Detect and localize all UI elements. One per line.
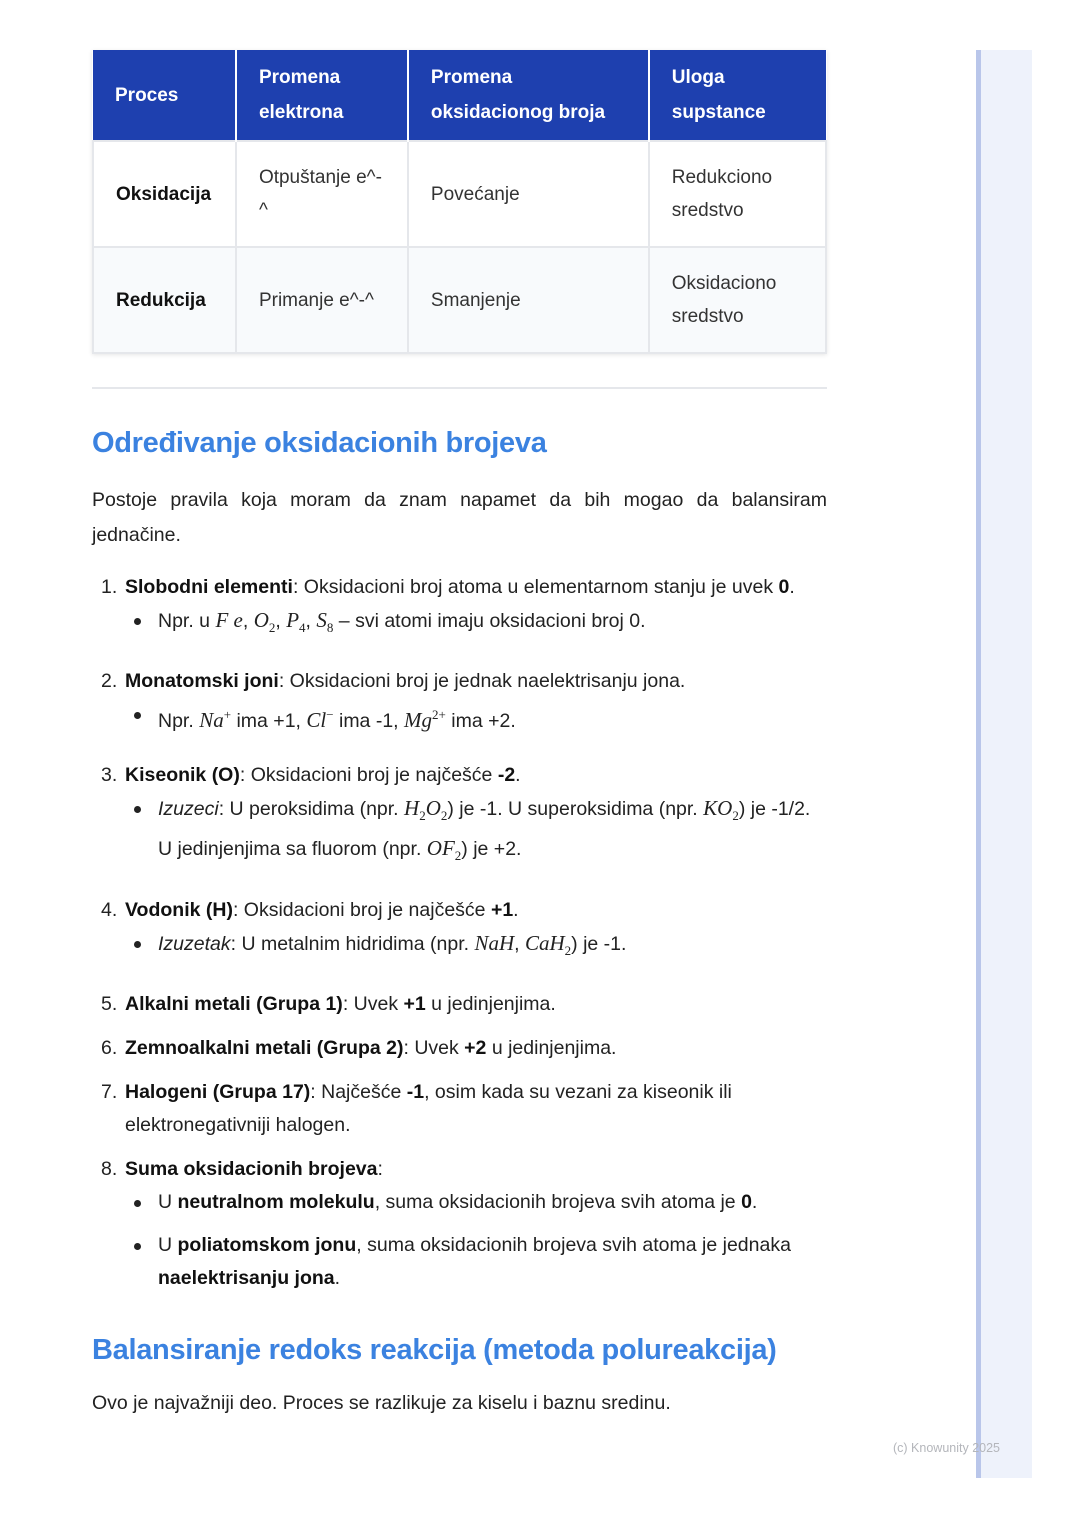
- rules-list: [92, 571, 827, 1295]
- formula-fe: F e: [215, 608, 243, 632]
- rule-item-1: 1. Slobodni elementi: Oksidacioni broj atoma u elementarnom stanju je uvek 0. Npr. u F e, $O_2$, $P_4$, $S_8$ – svi atomi imaju oksidacioni broj 0.: [92, 571, 827, 644]
- rule-subpoint: U poliatomskom jonu, suma oksidacionih brojeva svih atoma je jednaka naelektrisanju jona.: [125, 1229, 827, 1295]
- formula-nah: NaH: [474, 930, 515, 955]
- rule-item-4: 4. Vodonik (H): Oksidacioni broj je najčešće +1. Izuzetak: U metalnim hidridima (npr. NaH, CaH$_2$) je -1.: [92, 894, 827, 967]
- header-process: Proces: [93, 50, 236, 141]
- rule-item-2: 2. Monatomski joni: Oksidacioni broj je jednak naelektrisanju jona. Npr. Na+ ima +1, Cl− ima -1, $Mg^{2+}$ ima +2.: [92, 665, 827, 738]
- formula-of2: $OF_2$: [426, 836, 462, 864]
- header-ox-change: Promena oksidacionog broja: [408, 50, 649, 141]
- formula-ko2: $KO_2$: [703, 796, 739, 824]
- rule-subpoint: U neutralnom molekulu, suma oksidacionih brojeva svih atoma je 0.: [125, 1186, 827, 1219]
- side-panel: [976, 50, 1032, 1478]
- rule-exception: Izuzetak: U metalnim hidridima (npr. NaH, CaH$_2$) je -1.: [125, 927, 827, 967]
- formula-o2: $O_2$: [253, 608, 276, 636]
- section-heading-oxidation-numbers: Određivanje oksidacionih brojeva: [92, 427, 547, 459]
- redox-table: [92, 50, 827, 354]
- header-electron-change: Promena elektrona: [236, 50, 408, 141]
- rule-item-8: 8. Suma oksidacionih brojeva: U neutralnom molekulu, suma oksidacionih brojeva svih atoma je 0. U poliatomskom jonu, suma oksidacionih brojeva svih atoma je jednaka naelektrisanju jona.: [92, 1153, 827, 1295]
- formula-cl-minus: Cl−: [306, 707, 334, 733]
- formula-p4: $P_4$: [286, 608, 306, 636]
- copyright-footer: (c) Knowunity 2025: [893, 1441, 1001, 1455]
- cell-ox-change: Smanjenje: [408, 247, 649, 353]
- formula-mg-2plus: $Mg^{2+}$: [404, 707, 446, 733]
- section-divider: [92, 387, 827, 389]
- rule-example: Npr. u F e, $O_2$, $P_4$, $S_8$ – svi atomi imaju oksidacioni broj 0.: [125, 604, 827, 644]
- table-row: [93, 141, 826, 247]
- rule-example: Npr. Na+ ima +1, Cl− ima -1, $Mg^{2+}$ ima +2.: [125, 698, 827, 738]
- document-content: [92, 50, 827, 1418]
- table-header-row: [93, 50, 826, 141]
- cell-process: Oksidacija: [93, 141, 236, 247]
- balancing-paragraph: Ovo je najvažniji deo. Proces se razlikuje za kiselu i baznu sredinu.: [92, 1391, 671, 1414]
- cell-role: Oksidaciono sredstvo: [649, 247, 826, 353]
- cell-process: Redukcija: [93, 247, 236, 353]
- cell-electron-change: Otpuštanje e^-^: [236, 141, 408, 247]
- intro-paragraph: Postoje pravila koja moram da znam napamet da bih mogao da balansiram jednačine.: [92, 489, 827, 546]
- formula-s8: $S_8$: [316, 608, 334, 636]
- formula-h2o2: $H_2O_2$: [404, 796, 448, 824]
- rule-exception: Izuzeci: U peroksidima (npr. $H_2O_2$) je -1. U superoksidima (npr. $KO_2$) je -1/2. U jedinjenjima sa fluorom (npr. $OF_2$) je +2.: [125, 792, 827, 872]
- cell-role: Redukciono sredstvo: [649, 141, 826, 247]
- section-heading-balancing: Balansiranje redoks reakcija (metoda polureakcija): [92, 1333, 777, 1366]
- cell-ox-change: Povećanje: [408, 141, 649, 247]
- table-row: [93, 247, 826, 353]
- rule-item-5: 5. Alkalni metali (Grupa 1): Uvek +1 u jedinjenjima.: [101, 992, 556, 1015]
- rule-item-3: 3. Kiseonik (O): Oksidacioni broj je najčešće -2. Izuzeci: U peroksidima (npr. $H_2O_2$) je -1. U superoksidima (npr. $KO_2$) je -1/2. U jedinjenjima sa fluorom (npr. $OF_2$) je +2.: [92, 759, 827, 872]
- formula-na-plus: Na+: [199, 707, 232, 733]
- formula-cah2: CaH$_2$: [524, 930, 572, 958]
- rule-item-6: 6. Zemnoalkalni metali (Grupa 2): Uvek +2 u jedinjenjima.: [101, 1036, 617, 1059]
- header-role: Uloga supstance: [649, 50, 826, 141]
- rule-item-7: 7. Halogeni (Grupa 17): Najčešće -1, osim kada su vezani za kiseonik ili elektronegativniji halogen.: [101, 1080, 732, 1136]
- cell-electron-change: Primanje e^-^: [236, 247, 408, 353]
